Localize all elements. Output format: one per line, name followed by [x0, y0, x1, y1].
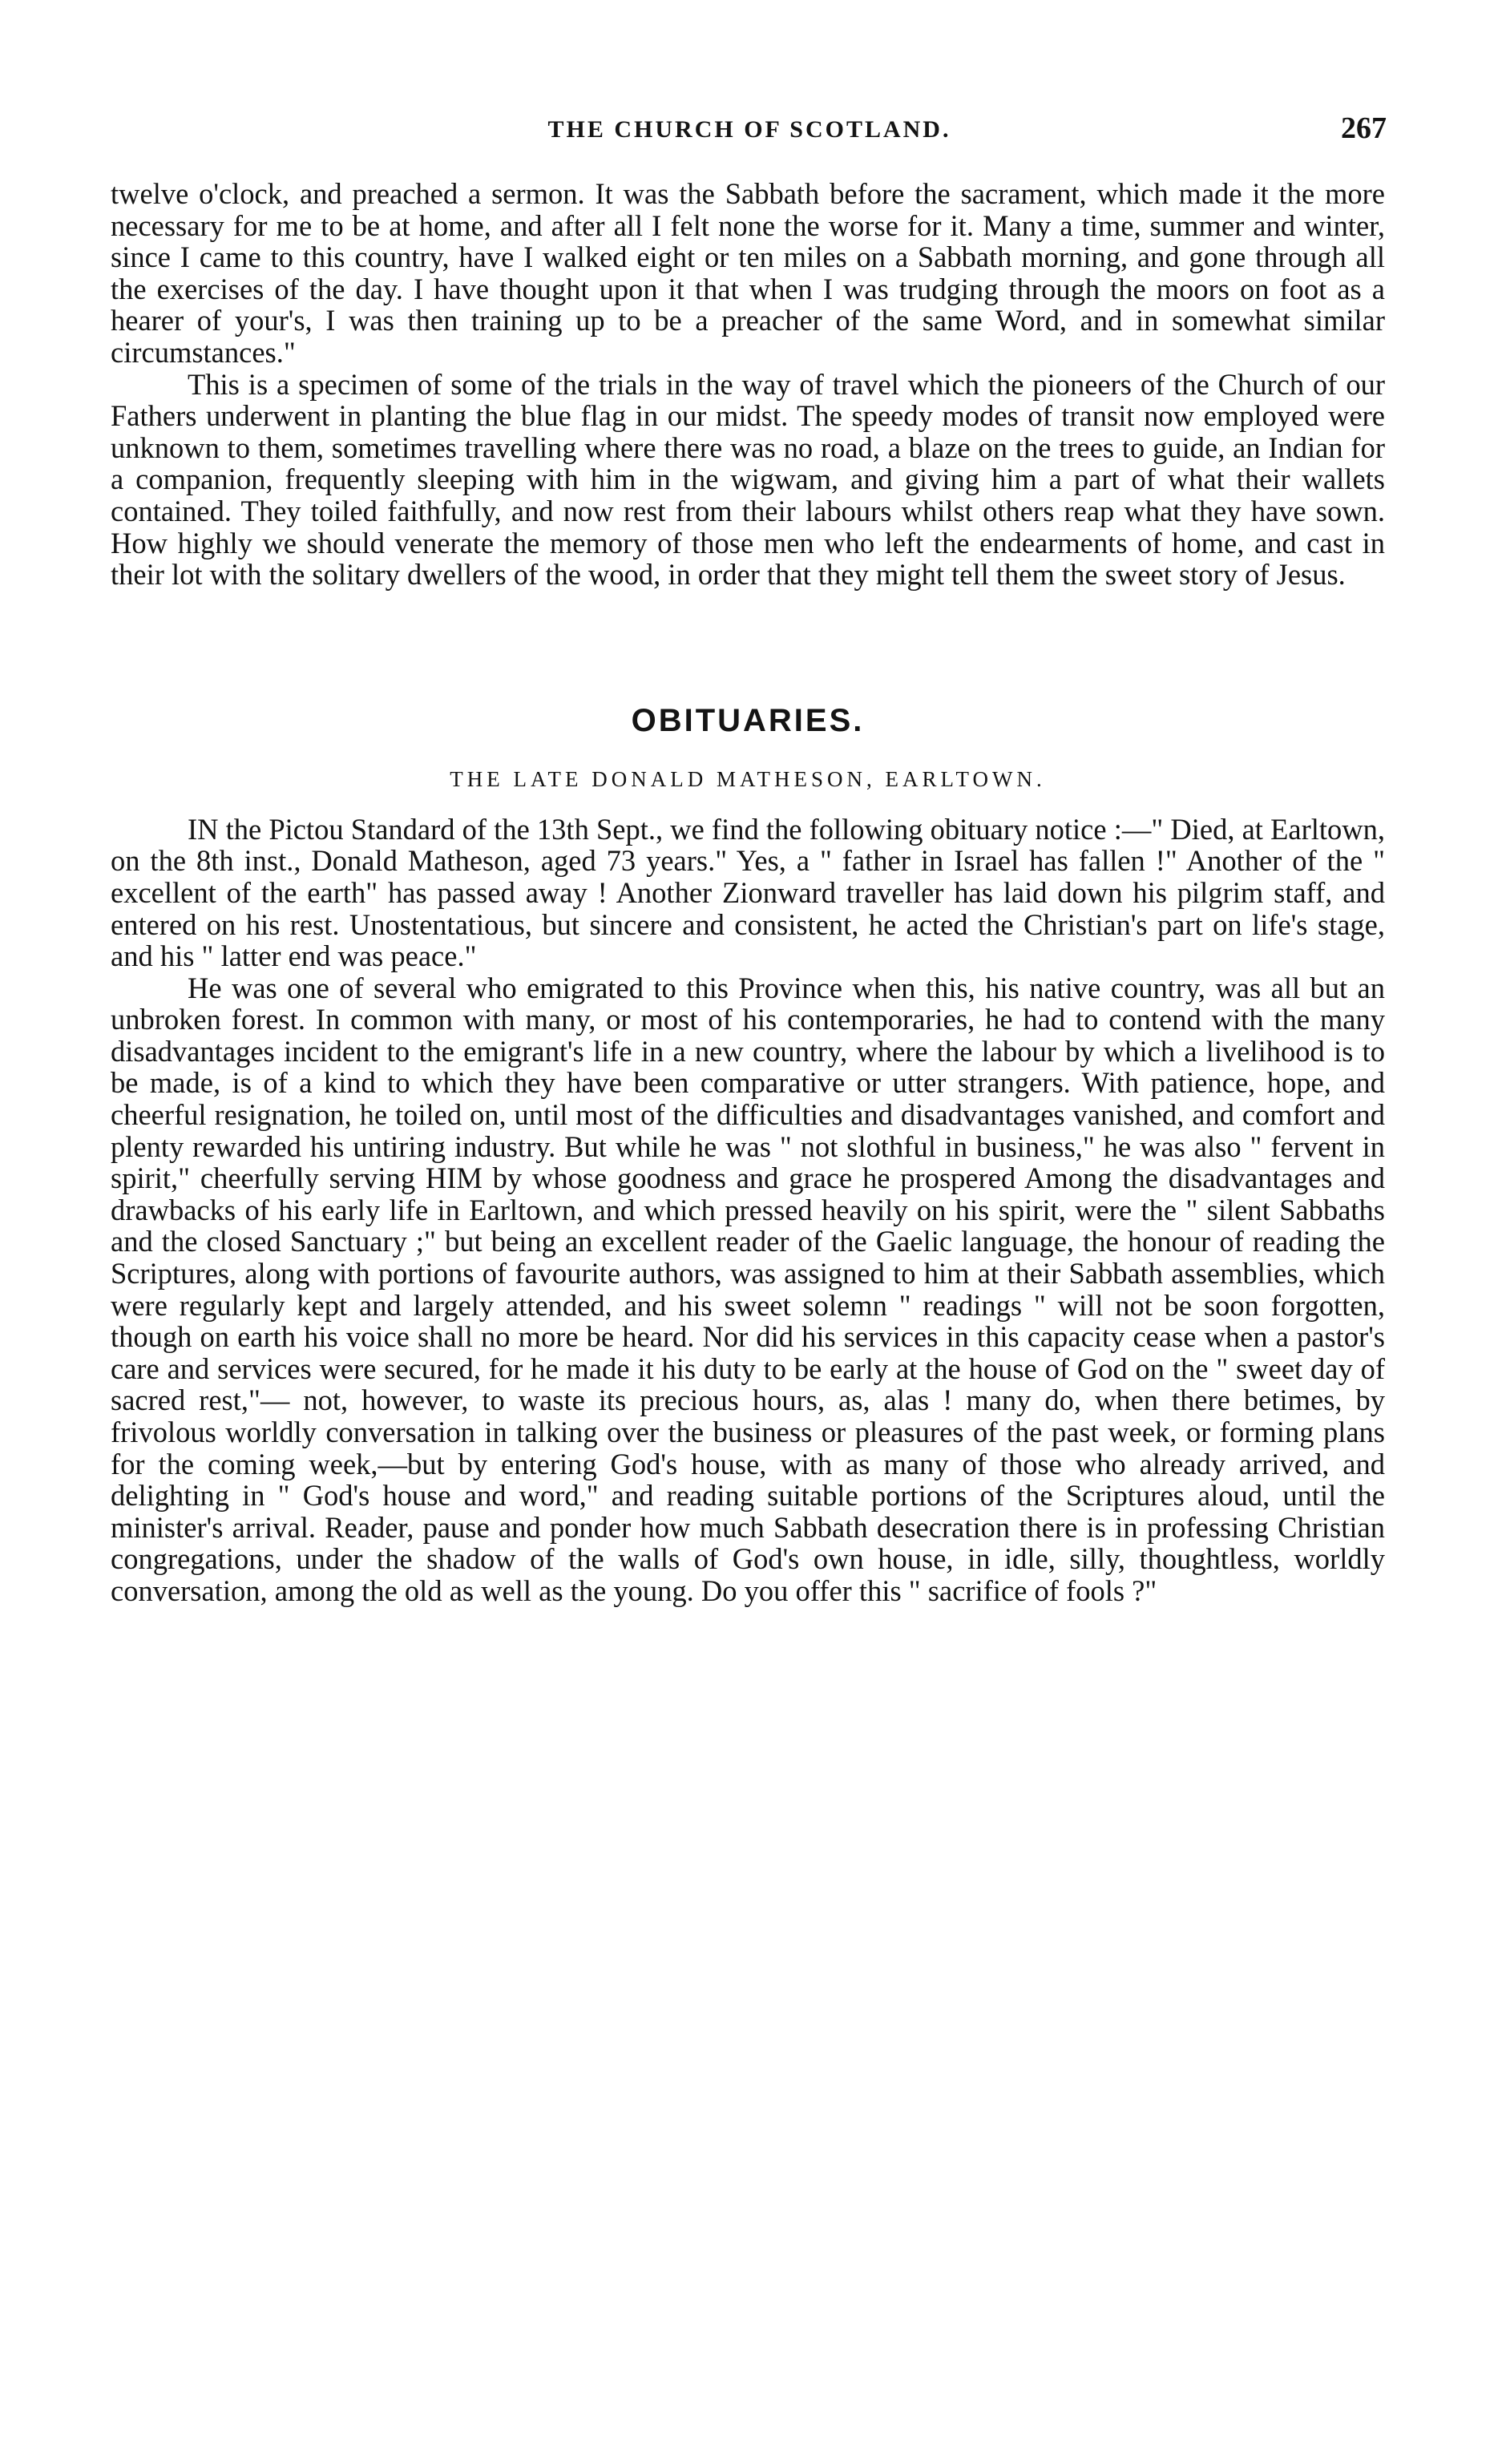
running-head [112, 111, 1387, 162]
obituary-subheading: THE LATE DONALD MATHESON, EARLTOWN. [450, 766, 1046, 791]
pioneers-paragraph: This is a specimen of some of the trials in the way of travel which the pioneers of the Church of our Fathers underwent in planting the blue flag in our midst. The speedy modes of transit now employed were unknown to them, sometimes travelling where there was no road, a blaze on the trees to guide, an Indian for a companion, frequently sleeping with him in the wigwam, and giving him a part of what their wallets contained. They toiled faithfully, and now rest from their labours whilst others reap what they have sown. How highly we should venerate the memory of those men who left the endearments of home, and cast in their lot with the solitary dwellers of the wood, in order that they might tell them the sweet story of Jesus. [111, 367, 1385, 592]
running-title: THE CHURCH OF SCOTLAND. [547, 116, 951, 143]
section-spacer [111, 591, 1385, 703]
continuation-paragraph: twelve o'clock, and preached a sermon. It was the Sabbath before the sacrament, which made it the more necessary for me to be at home, and after all I felt none the worse for it. Many a time, summer and winter, since I came to this country, have I walked eight or ten miles on a Sabbath morning, and gone through all the exercises of the day. I have thought upon it that when I was trudging through the moors on foot as a hearer of your's, I was then training up to be a preacher of the same Word, and in somewhat similar circumstances." [111, 177, 1385, 369]
obituary-notice-paragraph: IN the Pictou Standard of the 13th Sept., we find the following obituary notice :—" Died, at Earltown, on the 8th inst., Donald Matheson, aged 73 years." Yes, a " father in Israel has fallen !" Another of the " excellent of the earth" has passed away ! Another Zionward traveller has laid down his pilgrim staff, and entered on his rest. Unostentatious, but sincere and consistent, he acted the Christian's part on life's stage, and his " latter end was peace." [111, 812, 1385, 973]
page-number: 267 [1341, 111, 1387, 145]
obituary-life-paragraph: He was one of several who emigrated to this Province when this, his native country, was all but an unbroken forest. In common with many, or most of his contemporaries, he had to contend with the many disadvantages incident to the emigrant's life in a new country, where the labour by which a livelihood is to be made, is of a kind to which they have been comparative or utter strangers. With patience, hope, and cheerful resignation, he toiled on, until most of the difficulties and disadvantages vanished, and comfort and plenty rewarded his untiring industry. But while he was " not slothful in business," he was also " fervent in spirit," cheerfully serving HIM by whose goodness and grace he prospered Among the disadvantages and drawbacks of his early life in Earltown, and which pressed heavily on his spirit, were the " silent Sabbaths and the closed Sanctuary ;" but being an excellent reader of the Gaelic language, the honour of reading the Scriptures, along with portions of favourite authors, was assigned to him at their Sabbath assemblies, which were regularly kept and largely attended, and his sweet solemn " readings " will not be soon forgotten, though on earth his voice shall no more be heard. Nor did his services in this capacity cease when a pastor's care and services were secured, for he made it his duty to be early at the house of God on the " sweet day of sacred rest,"— not, however, to waste its precious hours, as, alas ! many do, when there betimes, by frivolous worldly conversation in talking over the business or pleasures of the past week, or forming plans for the coming week,—but by entering God's house, with as many of those who already arrived, and delighting in " God's house and word," and reading suitable portions of the Scriptures aloud, until the minister's arrival. Reader, pause and ponder how much Sabbath desecration there is in professing Christian congregations, under the shadow of the walls of God's own house, in idle, silly, thoughtless, worldly conversation, among the old as well as the young. Do you offer this " sacrifice of fools ?" [111, 971, 1385, 1607]
text-column [111, 178, 1385, 1607]
obituaries-heading: OBITUARIES. [631, 702, 865, 738]
